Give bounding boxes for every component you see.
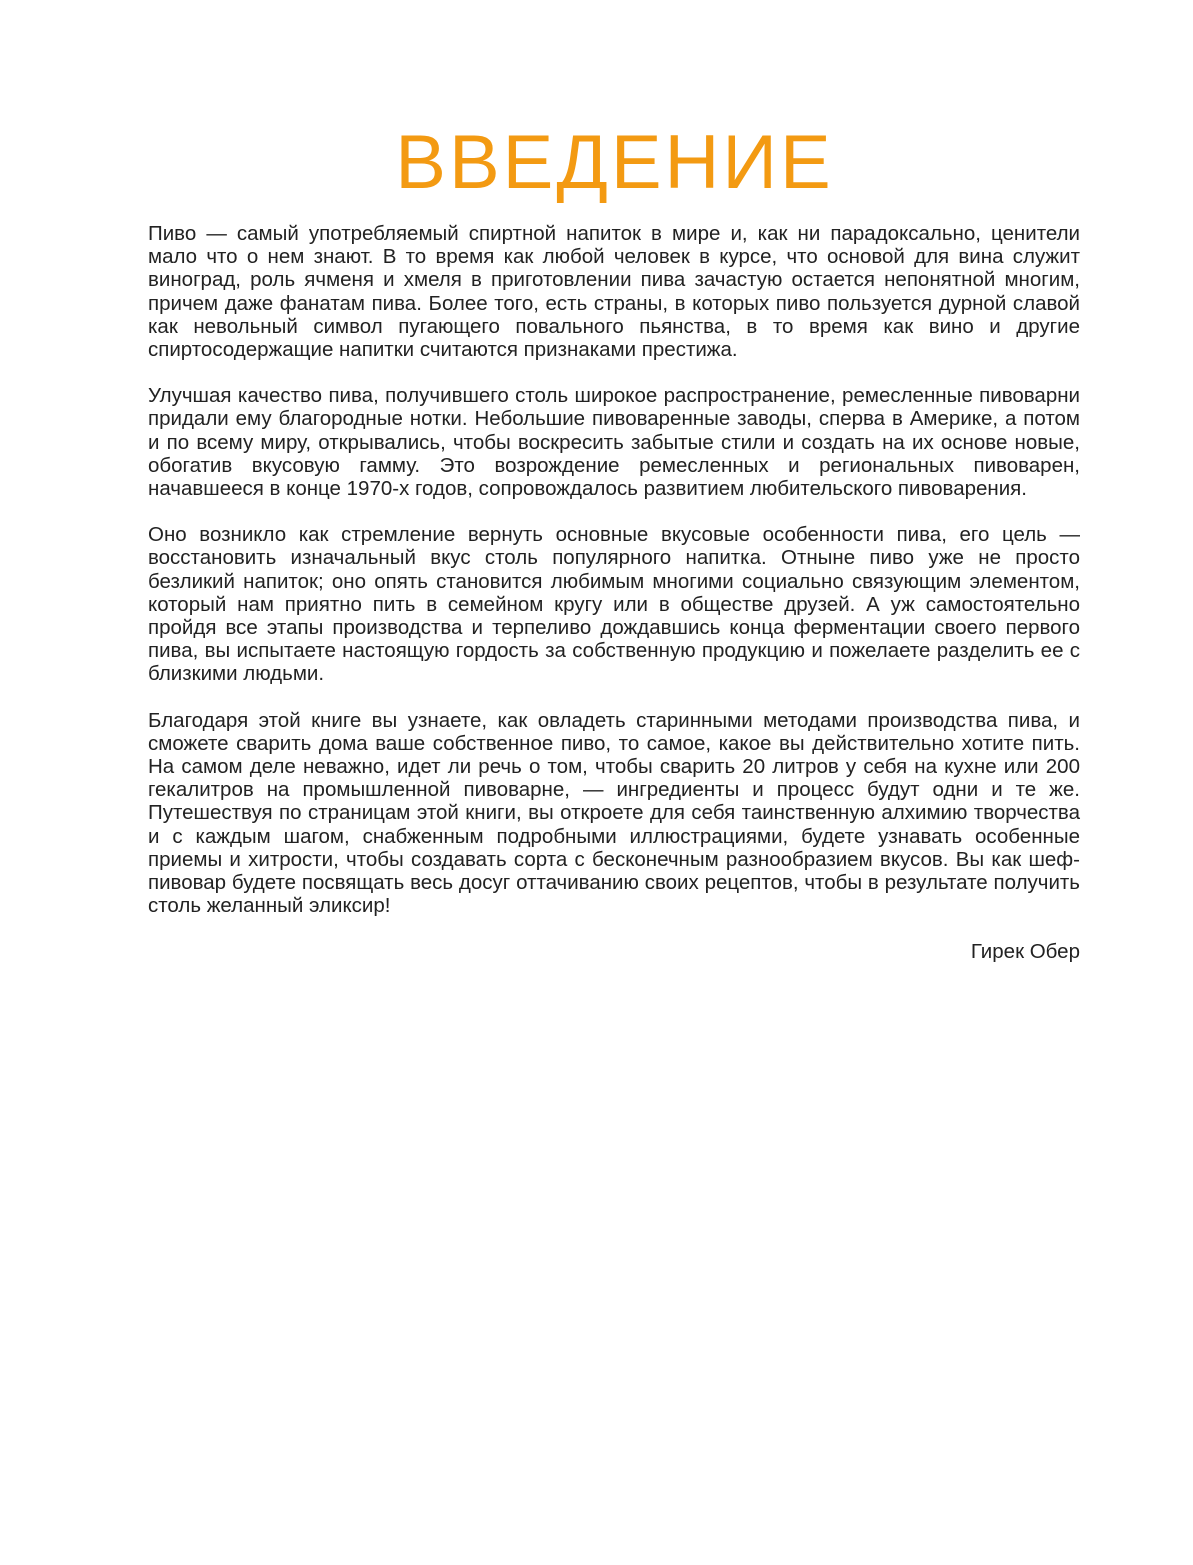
page-title: ВВЕДЕНИЕ xyxy=(395,120,834,205)
paragraph-3: Оно возникло как стремление вернуть основные вкусовые особенности пива, его цель — восстановить изначальный вкус столь популярного напитка. Отныне пиво уже не просто безликий напиток; оно опять становится любимым многими социально связующим элементом, который нам приятно пить в семейном кругу или в обществе друзей. А уж самостоятельно пройдя все этапы производства и терпеливо дождавшись конца ферментации своего первого пива, вы испытаете настоящую гордость за собственную продукцию и пожелаете разделить ее с близкими людьми. xyxy=(148,523,1080,686)
introduction-text xyxy=(148,222,1080,964)
author-signature: Гирек Обер xyxy=(970,940,1080,964)
paragraph-4: Благодаря этой книге вы узнаете, как овладеть старинными методами производства пива, и сможете сварить дома ваше собственное пиво, то самое, какое вы действительно хотите пить. На самом деле неважно, идет ли речь о том, чтобы сварить 20 литров у себя на кухне или 200 гекалитров на промышленной пивоварне, — ингредиенты и процесс будут одни и те же. Путешествуя по страницам этой книги, вы откроете для себя таинственную алхимию творчества и с каждым шагом, снабженным подробными иллюстрациями, будете узнавать особенные приемы и хитрости, чтобы создавать сорта с бесконечным разнообразием вкусов. Вы как шеф-пивовар будете посвящать весь досуг оттачиванию своих рецептов, чтобы в результате получить столь желанный эликсир! xyxy=(148,708,1080,918)
paragraph-1: Пиво — самый употребляемый спиртной напиток в мире и, как ни парадоксально, ценители мало что о нем знают. В то время как любой человек в курсе, что основой для вина служит виноград, роль ячменя и хмеля в приготовлении пива зачастую остается непонятной многим, причем даже фанатам пива. Более того, есть страны, в которых пиво пользуется дурной славой как невольный символ пугающего повального пьянства, в то время как вино и другие спиртосодержащие напитки считаются признаками престижа. xyxy=(148,222,1080,362)
paragraph-2: Улучшая качество пива, получившего столь широкое распространение, ремесленные пивоварни придали ему благородные нотки. Небольшие пивоваренные заводы, сперва в Америке, а потом и по всему миру, открывались, чтобы воскресить забытые стили и создать на их основе новые, обогатив вкусовую гамму. Это возрождение ремесленных и региональных пивоварен, начавшееся в конце 1970-х годов, сопровождалось развитием любительского пивоварения. xyxy=(148,384,1080,501)
